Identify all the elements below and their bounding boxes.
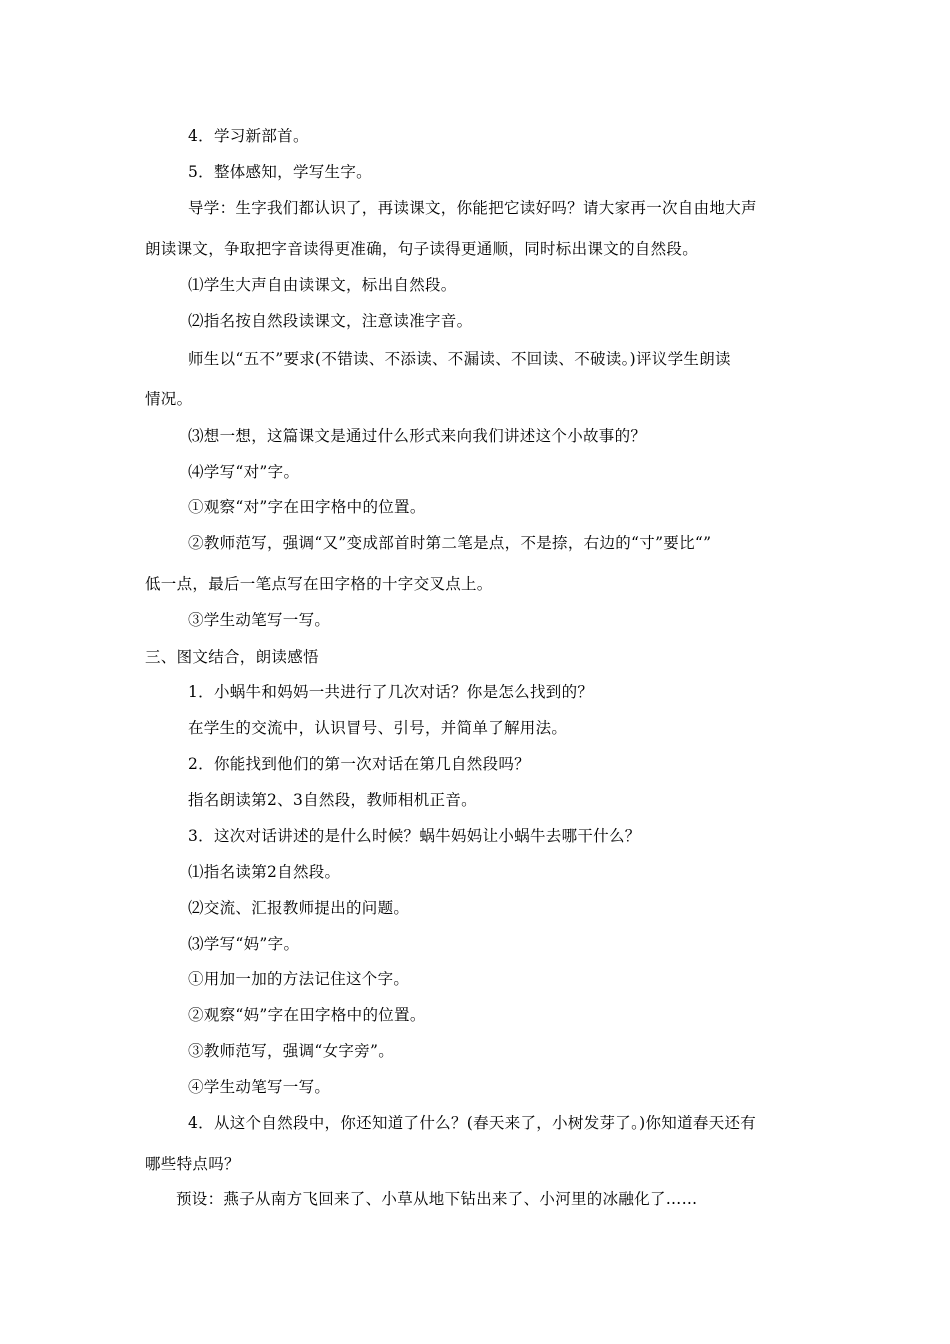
text-line: ②观察“妈”字在田字格中的位置。	[188, 1006, 426, 1024]
text-line: 5．整体感知，学写生字。	[188, 163, 372, 181]
section-heading: 三、图文结合，朗读感悟	[145, 648, 319, 666]
text-line: 情况。	[145, 390, 193, 408]
text-line: 指名朗读第2、3自然段，教师相机正音。	[188, 791, 477, 809]
text-line: 1．小蜗牛和妈妈一共进行了几次对话？你是怎么找到的？	[188, 683, 594, 701]
text-line: 导学：生字我们都认识了，再读课文，你能把它读好吗？请大家再一次自由地大声	[188, 199, 757, 217]
text-line: 低一点，最后一笔点写在田字格的十字交叉点上。	[145, 575, 493, 593]
text-line: ⑵交流、汇报教师提出的问题。	[188, 899, 410, 917]
text-line: ①观察“对”字在田字格中的位置。	[188, 498, 426, 516]
text-line: ⑴学生大声自由读课文，标出自然段。	[188, 276, 457, 294]
text-line: ⑵指名按自然段读课文，注意读准字音。	[188, 312, 473, 330]
text-line: ①用加一加的方法记住这个字。	[188, 970, 410, 988]
text-line: ③学生动笔写一写。	[188, 611, 331, 629]
text-line: ④学生动笔写一写。	[188, 1078, 331, 1096]
text-line: 师生以“五不”要求(不错读、不添读、不漏读、不回读、不破读。)评议学生朗读	[188, 350, 731, 368]
text-line: 预设：燕子从南方飞回来了、小草从地下钻出来了、小河里的冰融化了……	[176, 1190, 698, 1208]
text-line: ⑷学写“对”字。	[188, 463, 300, 481]
text-line: ③教师范写，强调“女字旁”。	[188, 1042, 395, 1060]
text-line: 在学生的交流中，认识冒号、引号，并简单了解用法。	[188, 719, 568, 737]
text-line: ②教师范写，强调“又”变成部首时第二笔是点，不是捺，右边的“寸”要比“”	[188, 534, 712, 552]
text-line: 朗读课文，争取把字音读得更准确，句子读得更通顺，同时标出课文的自然段。	[145, 240, 699, 258]
text-line: 2．你能找到他们的第一次对话在第几自然段吗？	[188, 755, 530, 773]
text-line: 哪些特点吗？	[145, 1155, 240, 1173]
text-line: 4．学习新部首。	[188, 127, 309, 145]
text-line: ⑶想一想，这篇课文是通过什么形式来向我们讲述这个小故事的？	[188, 427, 647, 445]
text-line: 4．从这个自然段中，你还知道了什么？(春天来了，小树发芽了。)你知道春天还有	[188, 1114, 757, 1132]
text-line: 3．这次对话讲述的是什么时候？蜗牛妈妈让小蜗牛去哪干什么？	[188, 827, 641, 845]
text-line: ⑴指名读第2自然段。	[188, 863, 341, 881]
text-line: ⑶学写“妈”字。	[188, 935, 300, 953]
